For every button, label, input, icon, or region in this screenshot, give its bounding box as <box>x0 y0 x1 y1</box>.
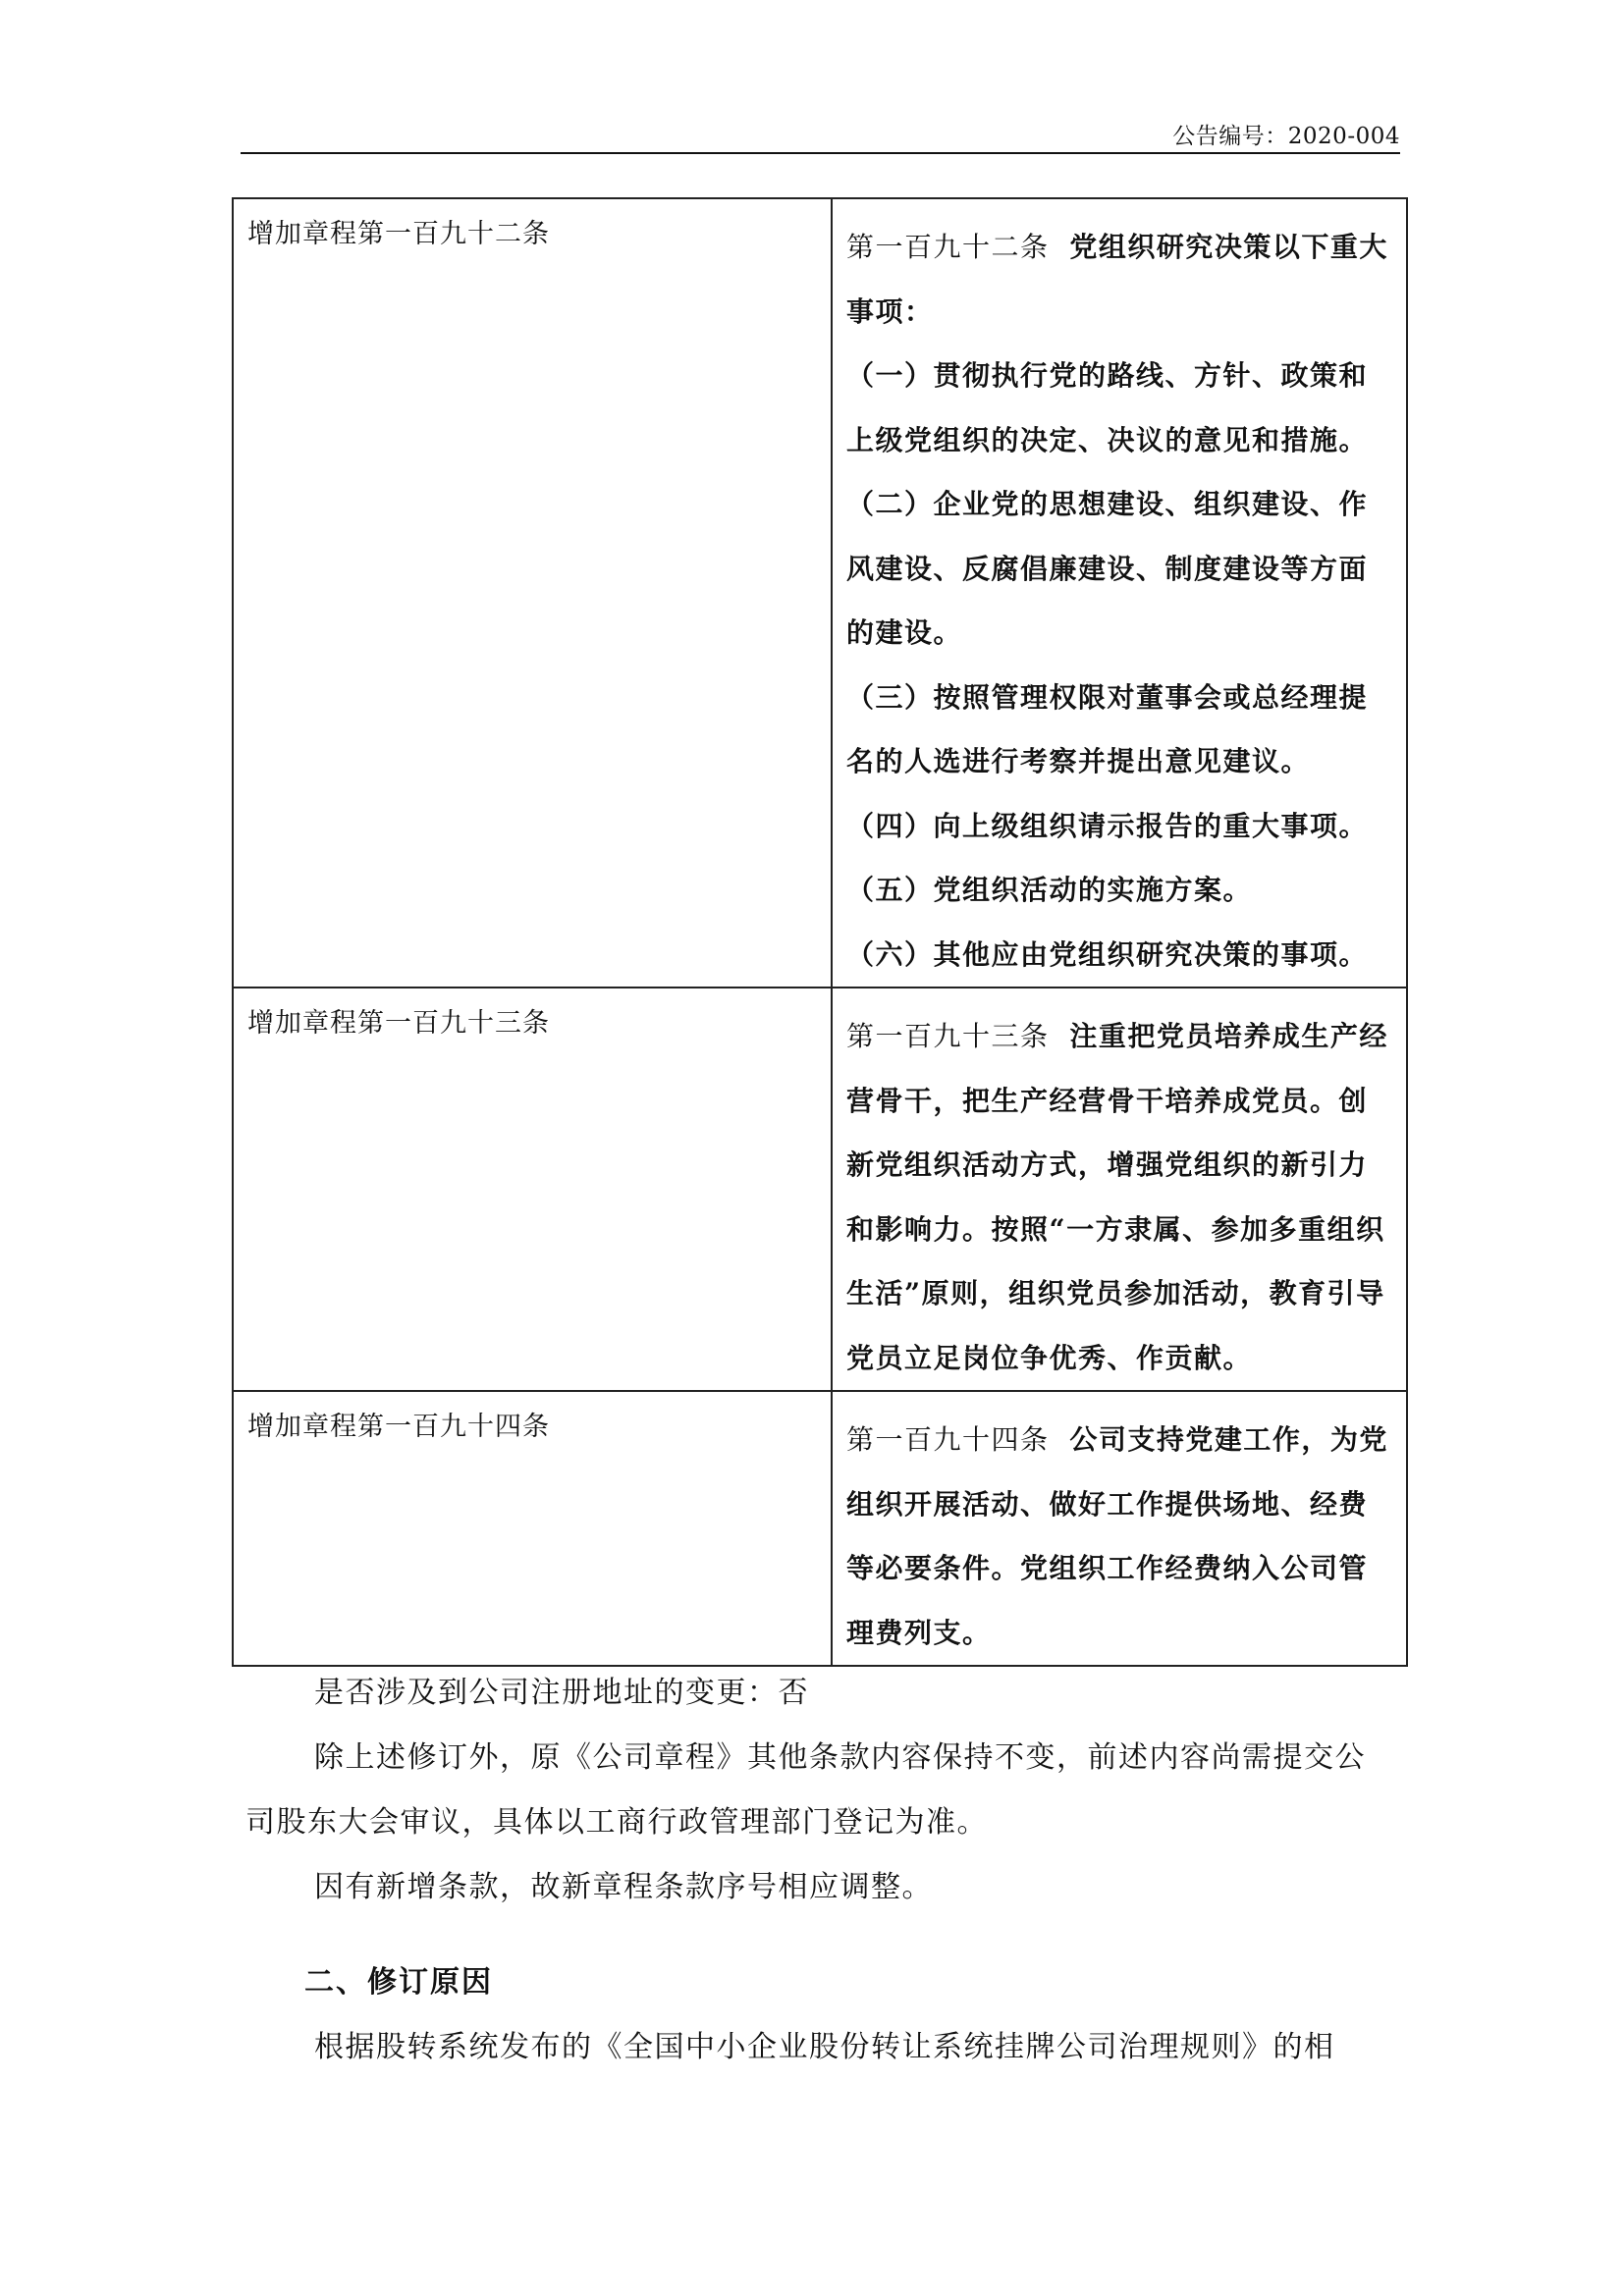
body-paragraphs <box>245 2015 1394 2080</box>
table-row <box>233 1391 1407 1666</box>
clause-text <box>846 1004 1396 1390</box>
paragraph: 是否涉及到公司注册地址的变更：否 <box>314 1676 809 1710</box>
list-item: （六）其他应由党组织研究决策的事项。 <box>846 937 1369 971</box>
original-clause-cell: 增加章程第一百九十四条 <box>233 1391 832 1666</box>
amendment-table <box>232 197 1408 1667</box>
table-row <box>233 198 1407 988</box>
article-content: 公司支持党建工作，为党组织开展活动、做好工作提供场地、经费等必要条件。党组织工作经费纳入公司管理费列支。 <box>846 1423 1388 1649</box>
clause-text <box>846 215 1396 344</box>
article-number: 第一百九十四条 <box>846 1423 1050 1456</box>
header-divider <box>241 152 1400 154</box>
article-number: 第一百九十二条 <box>846 231 1050 263</box>
paragraph: 因有新增条款，故新章程条款序号相应调整。 <box>314 1870 933 1904</box>
list-item: （三）按照管理权限对董事会或总经理提名的人选进行考察并提出意见建议。 <box>846 680 1369 777</box>
article-content: 注重把党员培养成生产经营骨干，把生产经营骨干培养成党员。创新党组织活动方式，增强党组织的新引力和影响力。按照“一方隶属、参加多重组织生活”原则，组织党员参加活动，教育引导党员立足岗位争优秀、作贡献。 <box>846 1020 1388 1374</box>
list-item: （五）党组织活动的实施方案。 <box>846 874 1253 906</box>
revised-clause-cell <box>832 988 1407 1391</box>
list-item: （四）向上级组织请示报告的重大事项。 <box>846 809 1369 842</box>
table-row <box>233 988 1407 1391</box>
list-item: （一）贯彻执行党的路线、方针、政策和上级党组织的决定、决议的意见和措施。 <box>846 359 1369 456</box>
article-content: 党组织研究决策以下重大事项： <box>846 231 1388 328</box>
section-heading: 二、修订原因 <box>304 1965 493 2000</box>
clause-text <box>846 1408 1396 1665</box>
original-clause-cell: 增加章程第一百九十三条 <box>233 988 832 1391</box>
article-number: 第一百九十三条 <box>846 1020 1050 1052</box>
list-item: （二）企业党的思想建设、组织建设、作风建设、反腐倡廉建设、制度建设等方面的建设。 <box>846 488 1369 649</box>
paragraph: 除上述修订外，原《公司章程》其他条款内容保持不变，前述内容尚需提交公司股东大会审议，具体以工商行政管理部门登记为准。 <box>245 1740 1366 1840</box>
original-clause-cell: 增加章程第一百九十二条 <box>233 198 832 988</box>
paragraph: 根据股转系统发布的《全国中小企业股份转让系统挂牌公司治理规则》的相 <box>314 2030 1335 2064</box>
revised-clause-cell <box>832 1391 1407 1666</box>
announcement-number: 公告编号：2020-004 <box>1172 124 1400 149</box>
body-paragraphs <box>245 1661 1394 1920</box>
revised-clause-cell <box>832 198 1407 988</box>
